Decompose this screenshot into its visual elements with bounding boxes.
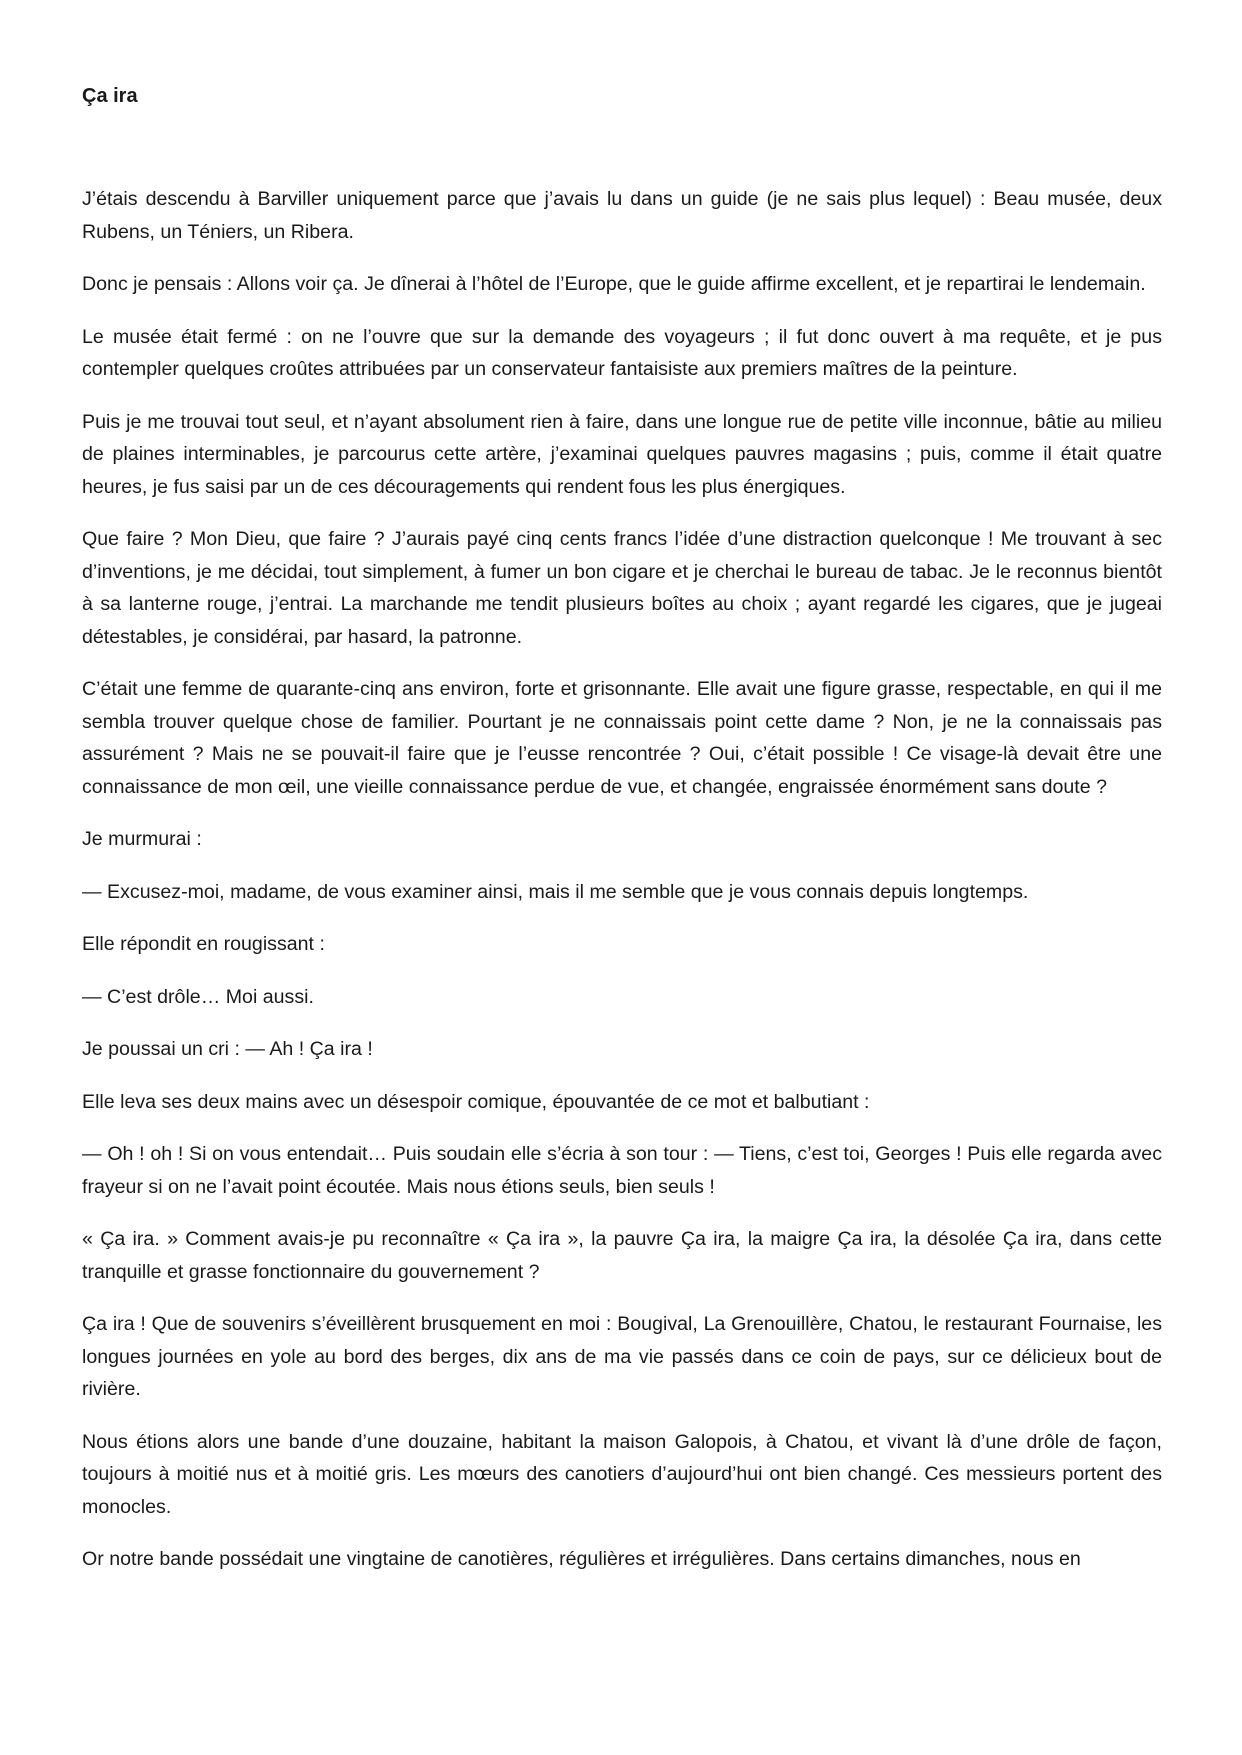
document-page [82, 80, 1162, 1596]
paragraph: Nous étions alors une bande d’une douzaine, habitant la maison Galopois, à Chatou, et vivant là d’une drôle de façon, toujours à moitié nus et à moitié gris. Les mœurs des canotiers d’aujourd’hui ont bien changé. Ces messieurs portent des monocles. [82, 1430, 1162, 1518]
paragraph: Que faire ? Mon Dieu, que faire ? J’aurais payé cinq cents francs l’idée d’une distraction quelconque ! Me trouvant à sec d’inventions, je me décidai, tout simplement, à fumer un bon cigare et je cherchai le bureau de tabac. Je le reconnus bientôt à sa lanterne rouge, j’entrai. La marchande me tendit plusieurs boîtes au choix ; ayant regardé les cigares, que je jugeai détestables, je considérai, par hasard, la patronne. [82, 528, 1162, 648]
paragraph: Elle répondit en rougissant : [82, 933, 325, 955]
paragraph: — Excusez-moi, madame, de vous examiner ainsi, mais il me semble que je vous connais depuis longtemps. [82, 880, 1029, 903]
paragraph: Je murmurai : [82, 828, 202, 850]
paragraph: — C’est drôle… Moi aussi. [82, 985, 314, 1008]
document-title: Ça ira [82, 85, 138, 107]
paragraph: Or notre bande possédait une vingtaine de canotières, régulières et irrégulières. Dans certains dimanches, nous en [82, 1548, 1081, 1570]
paragraph: Le musée était fermé : on ne l’ouvre que sur la demande des voyageurs ; il fut donc ouvert à ma requête, et je pus contempler quelques croûtes attribuées par un conservateur fantaisiste aux premiers maîtres de la peinture. [82, 325, 1162, 380]
paragraph: C’était une femme de quarante-cinq ans environ, forte et grisonnante. Elle avait une figure grasse, respectable, en qui il me sembla trouver quelque chose de familier. Pourtant je ne connaissais point cette dame ? Non, je ne la connaissais pas assurément ? Mais ne se pouvait-il faire que je l’eusse rencontrée ? Oui, c’était possible ! Ce visage-là devait être une connaissance de mon œil, une vieille connaissance perdue de vue, et changée, engraissée énormément sans doute ? [82, 678, 1162, 798]
paragraph: Je poussai un cri : — Ah ! Ça ira ! [82, 1038, 373, 1060]
paragraph: J’étais descendu à Barviller uniquement parce que j’avais lu dans un guide (je ne sais plus lequel) : Beau musée, deux Rubens, un Téniers, un Ribera. [82, 188, 1162, 243]
paragraph: Puis je me trouvai tout seul, et n’ayant absolument rien à faire, dans une longue rue de petite ville inconnue, bâtie au milieu de plaines interminables, je parcourus cette artère, j’examinai quelques pauvres magasins ; puis, comme il était quatre heures, je fus saisi par un de ces découragements qui rendent fous les plus énergiques. [82, 410, 1162, 498]
paragraph: « Ça ira. » Comment avais-je pu reconnaître « Ça ira », la pauvre Ça ira, la maigre Ça ira, la désolée Ça ira, dans cette tranquille et grasse fonctionnaire du gouvernement ? [82, 1228, 1162, 1283]
document-body [82, 183, 1162, 1576]
paragraph: Elle leva ses deux mains avec un désespoir comique, épouvantée de ce mot et balbutiant : [82, 1090, 870, 1113]
paragraph: — Oh ! oh ! Si on vous entendait… Puis soudain elle s’écria à son tour : — Tiens, c’est toi, Georges ! Puis elle regarda avec frayeur si on ne l’avait point écoutée. Mais nous étions seuls, bien seuls ! [82, 1143, 1162, 1198]
paragraph: Donc je pensais : Allons voir ça. Je dînerai à l’hôtel de l’Europe, que le guide affirme excellent, et je repartirai le lendemain. [82, 273, 1146, 295]
paragraph: Ça ira ! Que de souvenirs s’éveillèrent brusquement en moi : Bougival, La Grenouillère, Chatou, le restaurant Fournaise, les longues journées en yole au bord des berges, dix ans de ma vie passés dans ce coin de pays, sur ce délicieux bout de rivière. [82, 1313, 1162, 1400]
